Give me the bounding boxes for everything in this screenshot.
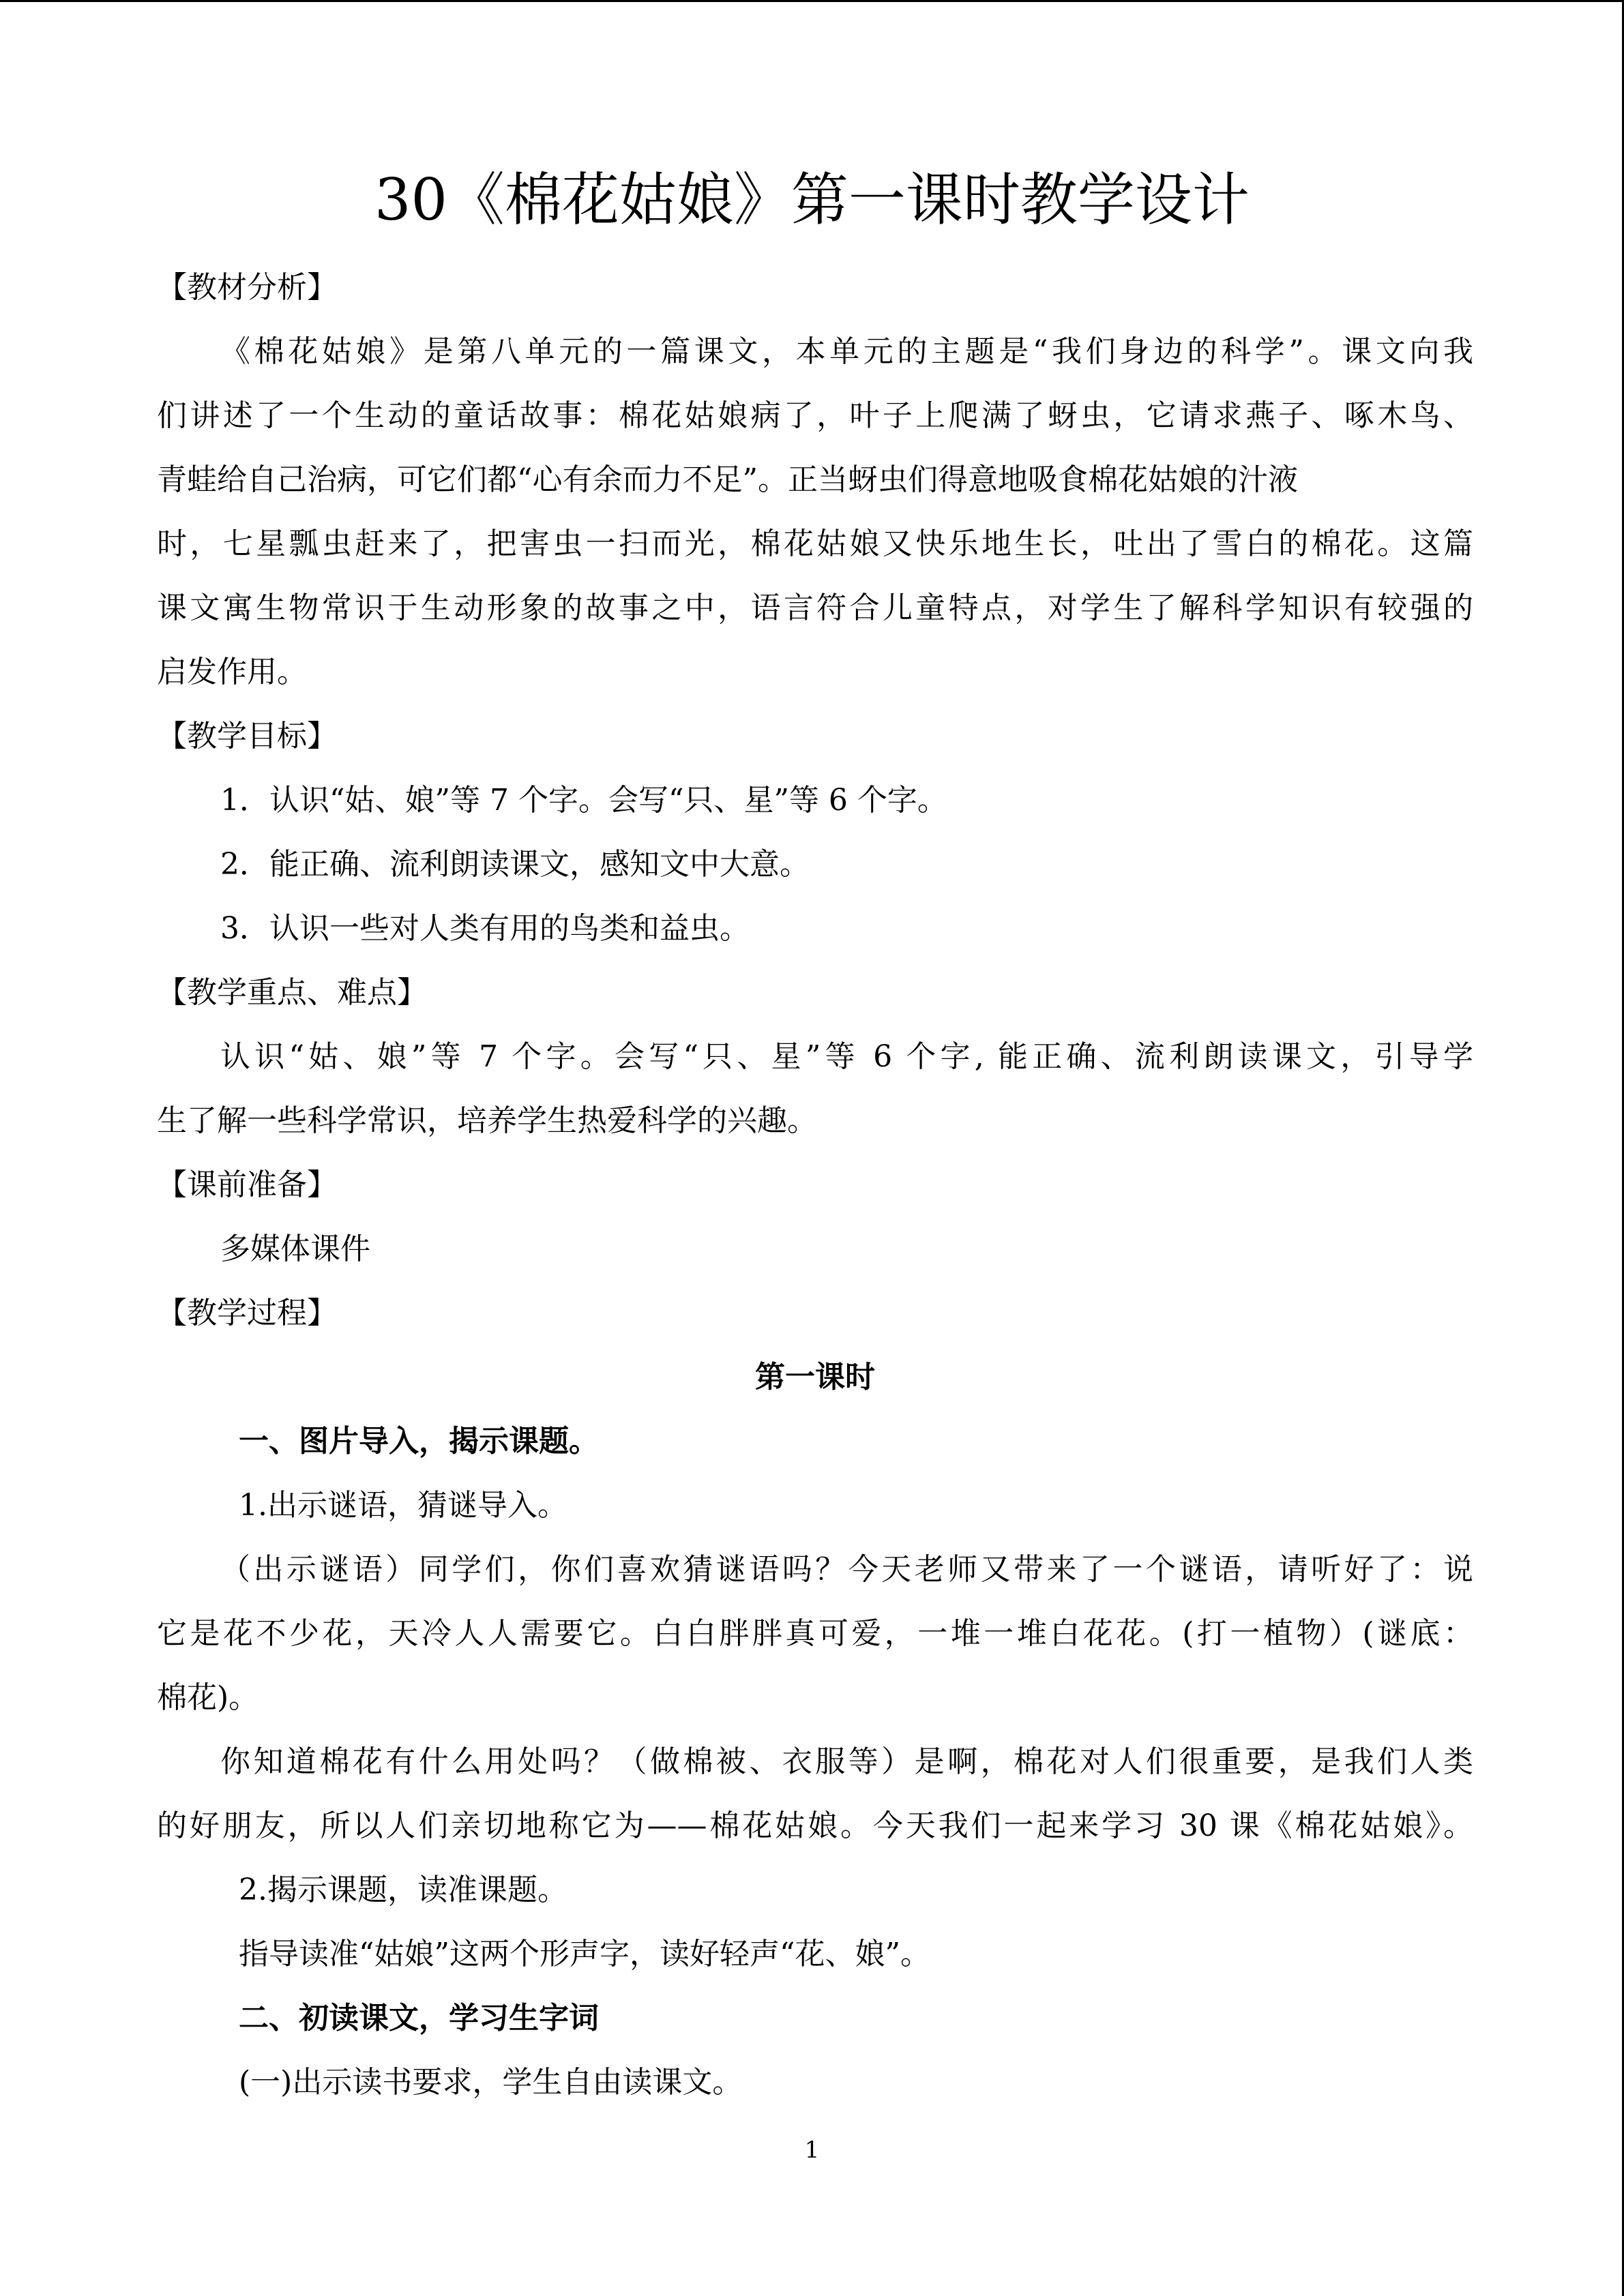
paragraph-line: 它是花不少花，天冷人人需要它。白白胖胖真可爱，一堆一堆白花花。(打一植物）(谜底： bbox=[157, 1616, 1473, 1651]
page-title: 30《棉花姑娘》第一课时教学设计 bbox=[374, 166, 1250, 233]
paragraph-line: 生了解一些科学常识，培养学生热爱科学的兴趣。 bbox=[157, 1103, 817, 1138]
sub-step: 1.出示谜语，猜谜导入。 bbox=[239, 1488, 567, 1523]
section-heading-material-analysis: 【教材分析】 bbox=[157, 270, 337, 305]
section-heading-key-points: 【教学重点、难点】 bbox=[157, 975, 427, 1010]
goal-item: 3．认识一些对人类有用的鸟类和益虫。 bbox=[220, 911, 750, 946]
paragraph-line: 《棉花姑娘》是第八单元的一篇课文，本单元的主题是“我们身边的科学”。课文向我 bbox=[220, 334, 1473, 369]
paragraph-line: 时，七星瓢虫赶来了，把害虫一扫而光，棉花姑娘又快乐地生长，吐出了雪白的棉花。这篇 bbox=[157, 526, 1473, 561]
paragraph-line: 课文寓生物常识于生动形象的故事之中，语言符合儿童特点，对学生了解科学知识有较强的 bbox=[157, 591, 1473, 625]
goal-item: 2．能正确、流利朗读课文，感知文中大意。 bbox=[220, 847, 810, 882]
page-number: 1 bbox=[804, 2136, 820, 2164]
sub-step: (一)出示读书要求，学生自由读课文。 bbox=[239, 2065, 743, 2100]
paragraph-line: 的好朋友，所以人们亲切地称它为——棉花姑娘。今天我们一起来学习 30 课《棉花姑娘》。 bbox=[157, 1808, 1473, 1843]
paragraph-line: 青蛙给自己治病，可它们都“心有余而力不足”。正当蚜虫们得意地吸食棉花姑娘的汁液 bbox=[157, 462, 1298, 497]
paragraph-line: 启发作用。 bbox=[157, 655, 307, 689]
paragraph-line: 认识“姑、娘”等 7 个字。会写“只、星”等 6 个字, 能正确、流利朗读课文，引导学 bbox=[220, 1039, 1473, 1074]
paragraph-line: 你知道棉花有什么用处吗？（做棉被、衣服等）是啊，棉花对人们很重要，是我们人类 bbox=[220, 1744, 1473, 1779]
lesson-heading: 第一课时 bbox=[755, 1360, 875, 1395]
paragraph-line: 棉花)。 bbox=[157, 1680, 259, 1715]
step-heading: 一、图片导入，揭示课题。 bbox=[239, 1424, 599, 1459]
paragraph-line: （出示谜语）同学们，你们喜欢猜谜语吗？今天老师又带来了一个谜语，请听好了：说 bbox=[220, 1552, 1473, 1587]
section-heading-teaching-process: 【教学过程】 bbox=[157, 1296, 337, 1330]
paragraph-line: 们讲述了一个生动的童话故事：棉花姑娘病了，叶子上爬满了蚜虫，它请求燕子、啄木鸟、 bbox=[157, 398, 1473, 433]
sub-step: 2.揭示课题，读准课题。 bbox=[239, 1873, 567, 1907]
section-heading-preparation: 【课前准备】 bbox=[157, 1167, 337, 1202]
paragraph-line: 指导读准“姑娘”这两个形声字，读好轻声“花、娘”。 bbox=[239, 1937, 930, 1971]
paragraph-line: 多媒体课件 bbox=[220, 1232, 370, 1266]
step-heading: 二、初读课文，学习生字词 bbox=[239, 2001, 599, 2036]
document-body bbox=[157, 256, 1473, 2115]
goal-item: 1．认识“姑、娘”等 7 个字。会写“只、星”等 6 个字。 bbox=[220, 783, 947, 818]
section-heading-teaching-goals: 【教学目标】 bbox=[157, 719, 337, 754]
